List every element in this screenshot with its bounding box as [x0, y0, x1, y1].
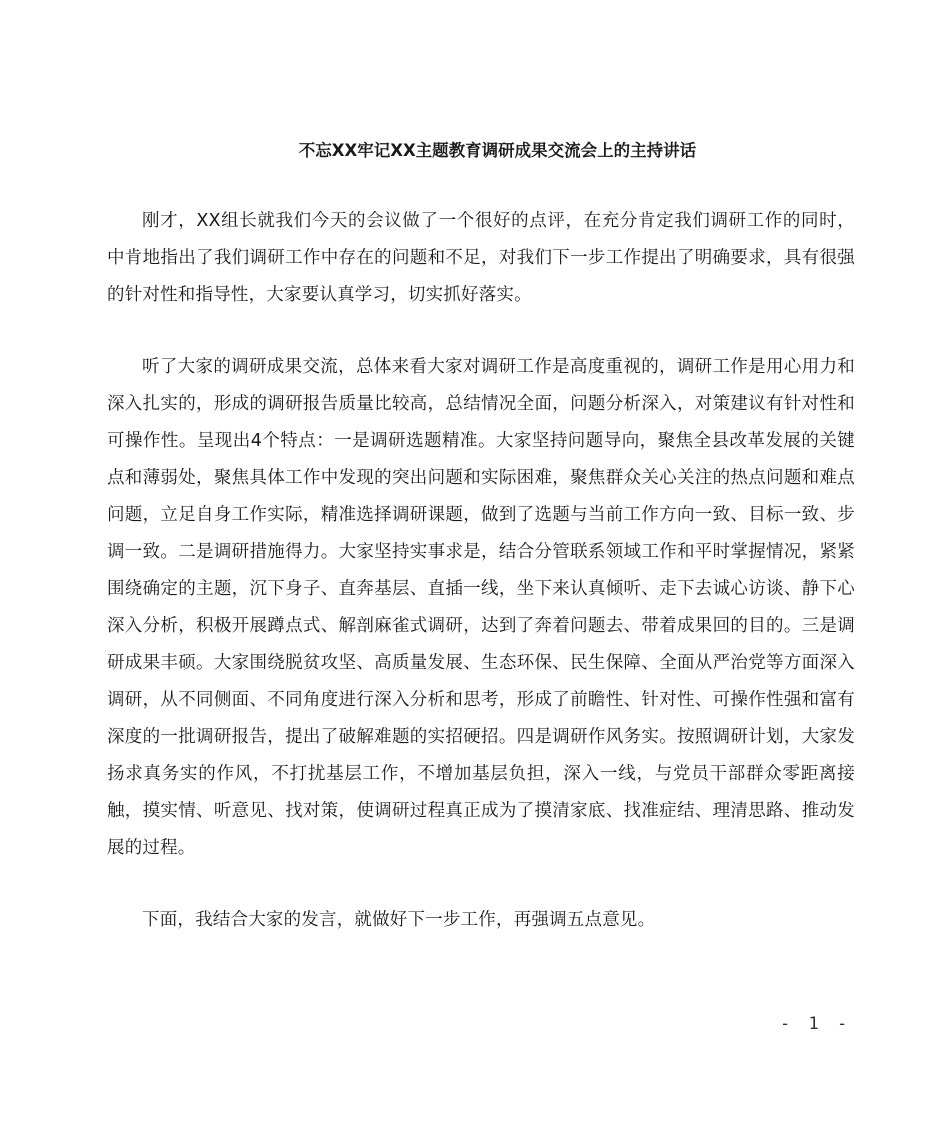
paragraph-summary: 听了大家的调研成果交流，总体来看大家对调研工作是高度重视的，调研工作是用心用力和深入扎实的，形成的调研报告质量比较高，总结情况全面，问题分析深入，对策建议有针对性和可操作性。呈现出4个特点：一是调研选题精准。大家坚持问题导向，聚焦全县改革发展的关键点和薄弱处，聚焦具体工作中发现的突出问题和实际困难，聚焦群众关心关注的热点问题和难点问题，立足自身工作实际，精准选择调研课题，做到了选题与当前工作方向一致、目标一致、步调一致。二是调研措施得力。大家坚持实事求是，结合分管联系领域工作和平时掌握情况，紧紧围绕确定的主题，沉下身子、直奔基层、直插一线，坐下来认真倾听、走下去诚心访谈、静下心深入分析，积极开展蹲点式、解剖麻雀式调研，达到了奔着问题去、带着成果回的目的。三是调研成果丰硕。大家围绕脱贫攻坚、高质量发展、生态环保、民生保障、全面从严治党等方面深入调研，从不同侧面、不同角度进行深入分析和思考，形成了前瞻性、针对性、可操作性强和富有深度的一批调研报告，提出了破解难题的实招硬招。四是调研作风务实。按照调研计划，大家发扬求真务实的作风，不打扰基层工作，不增加基层负担，深入一线，与党员干部群众零距离接触，摸实情、听意见、找对策，使调研过程真正成为了摸清家底、找准症结、理清思路、推动发展的过程。: [107, 357, 855, 858]
paragraph-opening: 刚才，XX组长就我们今天的会议做了一个很好的点评，在充分肯定我们调研工作的同时，中肯地指出了我们调研工作中存在的问题和不足，对我们下一步工作提出了明确要求，具有很强的针对性和指导性，大家要认真学习，切实抓好落实。: [107, 211, 855, 305]
page-number: - 1 -: [780, 1014, 852, 1034]
document-title: 不忘XX牢记XX主题教育调研成果交流会上的主持讲话: [298, 141, 697, 160]
paragraph-transition: 下面，我结合大家的发言，就做好下一步工作，再强调五点意见。: [142, 910, 656, 930]
